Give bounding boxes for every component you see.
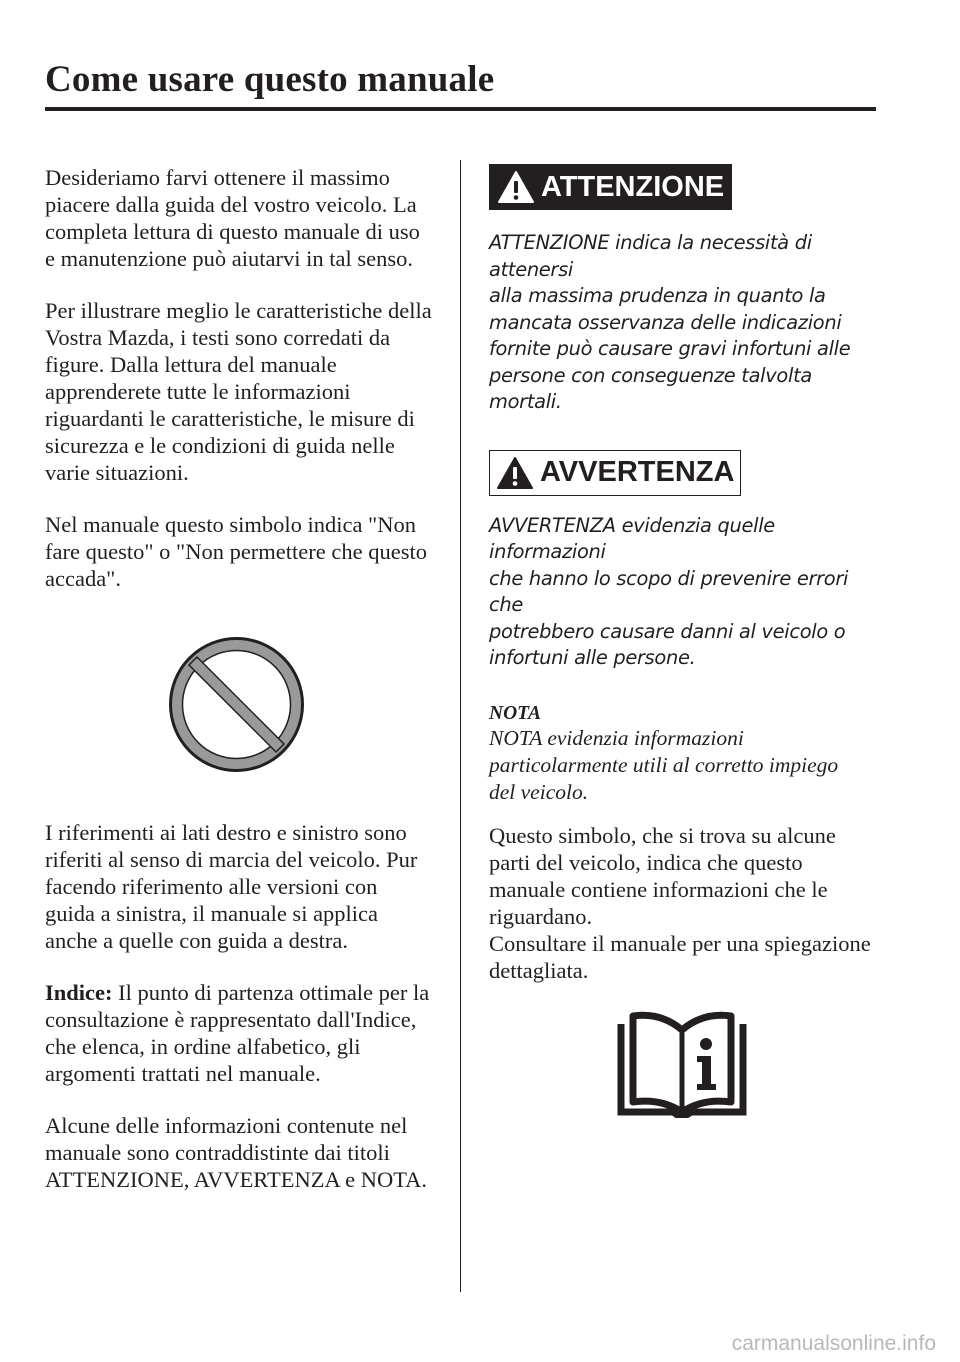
sides-paragraph: I riferimenti ai lati destro e sinistro sono riferiti al senso di marcia del veicolo. Pur facendo riferimento alle versioni con guida a sinistra, il manuale si applica anche a quelle con guida a destra. bbox=[45, 820, 418, 953]
left-column bbox=[45, 164, 445, 1193]
warning-triangle-icon bbox=[497, 170, 535, 204]
attenzione-text: ATTENZIONE indica la necessità di attenersi alla massima prudenza in quanto la mancata osservanza delle indicazioni fornite può causare gravi infortuni alle persone con conseguenze talvolta mortali. bbox=[489, 231, 851, 413]
figures-paragraph: Per illustrare meglio le caratteristiche della Vostra Mazda, i testi sono corredati da figure. Dalla lettura del manuale apprenderete tutte le informazioni riguardanti le caratteristiche, le misure di sicurezza e le condizioni di guida nelle varie situazioni. bbox=[45, 298, 432, 485]
warning-triangle-icon bbox=[496, 456, 534, 490]
watermark: carmanualsonline.info bbox=[731, 1332, 936, 1355]
intro-paragraph: Desideriamo farvi ottenere il massimo piacere dalla guida del vostro veicolo. La completa lettura di questo manuale di uso e manutenzione può aiutarvi in tal senso. bbox=[45, 165, 420, 271]
title-rule bbox=[45, 107, 876, 111]
right-column bbox=[489, 164, 884, 1118]
headings-paragraph: Alcune delle informazioni contenute nel manuale sono contraddistinte dai titoli ATTENZIONE, AVVERTENZA e NOTA. bbox=[45, 1113, 428, 1192]
attenzione-label: ATTENZIONE bbox=[541, 170, 725, 203]
nota-text: NOTA evidenzia informazioni particolarmente utili al corretto impiego del veicolo. bbox=[489, 725, 839, 804]
attenzione-banner bbox=[489, 164, 732, 210]
vehicle-symbol-paragraph: Questo simbolo, che si trova su alcune parti del veicolo, indica che questo manuale contiene informazioni che le riguardano. Consultare il manuale per una spiegazione dettagliata. bbox=[489, 822, 871, 983]
index-label: Indice: bbox=[45, 980, 113, 1005]
index-paragraph bbox=[45, 979, 445, 1087]
page-title: Come usare questo manuale bbox=[45, 59, 495, 100]
column-divider bbox=[460, 160, 461, 1292]
index-text: Il punto di partenza ottimale per la consultazione è rappresentato dall'Indice, che elenca, in ordine alfabetico, gli argomenti trattati nel manuale. bbox=[45, 980, 430, 1086]
avvertenza-banner bbox=[489, 450, 741, 496]
open-book-info-icon bbox=[613, 1008, 751, 1118]
symbol-paragraph: Nel manuale questo simbolo indica "Non fare questo" o "Non permettere che questo accada". bbox=[45, 512, 427, 591]
prohibition-icon bbox=[166, 634, 307, 775]
nota-title: NOTA bbox=[489, 702, 542, 724]
avvertenza-text: AVVERTENZA evidenzia quelle informazioni che hanno lo scopo di prevenire errori che potrebbero causare danni al veicolo o infortuni alle persone. bbox=[489, 513, 849, 669]
avvertenza-label: AVVERTENZA bbox=[540, 456, 735, 488]
